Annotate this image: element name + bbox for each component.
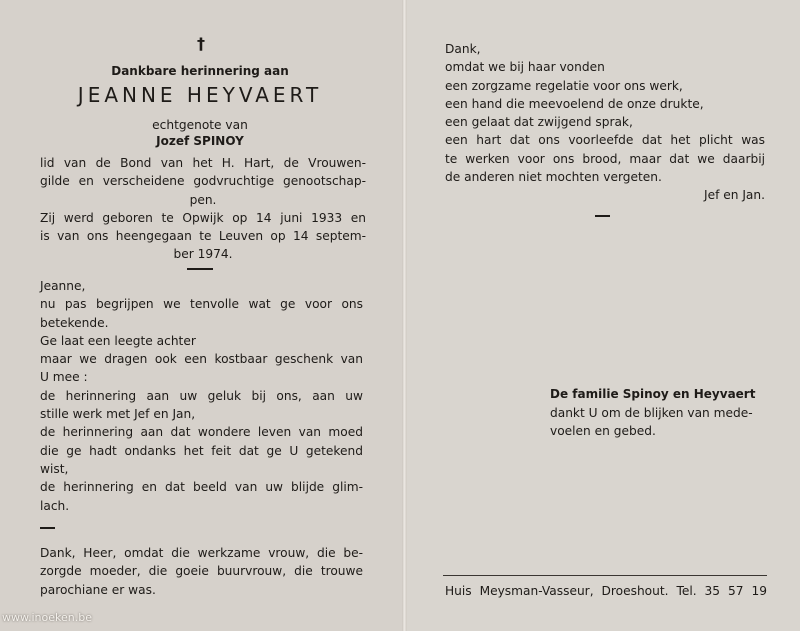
- separator-dash: [40, 527, 55, 529]
- poem-line: U mee :: [40, 370, 88, 385]
- printer-line: Huis Meysman-Vasseur, Droeshout. Tel. 35 57 19: [445, 584, 767, 598]
- poem-line: maar we dragen ook een kostbaar geschenk van: [40, 352, 363, 367]
- thanks-line: Dank,: [445, 42, 481, 56]
- bio-line: Zij werd geboren te Opwijk op 14 juni 1933 en: [40, 210, 366, 225]
- spouse-label: echtgenote van: [152, 118, 248, 132]
- printer-credit: [445, 582, 767, 600]
- poem-line: nu pas begrijpen we tenvolle wat ge voor ons: [40, 297, 363, 312]
- poem-line: de herinnering aan uw geluk bij ons, aan uw: [40, 388, 363, 403]
- separator-dash: [187, 268, 213, 270]
- closing-line: parochiane er was.: [40, 582, 156, 597]
- thanks-line: een hart dat ons voorleefde dat het plicht was: [445, 133, 765, 148]
- watermark: www.inoeken.be: [2, 611, 92, 624]
- poem-line: de herinnering en dat beeld van uw blijde glim-: [40, 480, 363, 495]
- family-line: dankt U om de blijken van mede-: [550, 406, 753, 420]
- printer-rule: [443, 575, 767, 576]
- thanks-line: omdat we bij haar vonden: [445, 60, 605, 75]
- bio-line: gilde en verscheidene godvruchtige genootschap-: [40, 174, 366, 189]
- bio-line: pen.: [189, 192, 217, 207]
- remembrance-heading: Dankbare herinnering aan: [111, 64, 289, 78]
- poem-line: de herinnering aan dat wondere leven van moed: [40, 425, 363, 440]
- thanks-line: een hand die meevoelend de onze drukte,: [445, 96, 704, 111]
- poem-line: stille werk met Jef en Jan,: [40, 407, 196, 422]
- poem-line: Ge laat een leegte achter: [40, 333, 196, 348]
- bio-line: lid van de Bond van het H. Hart, de Vrouwen-: [40, 156, 366, 170]
- signoff: Jef en Jan.: [703, 188, 765, 202]
- bio-line: is van ons heengegaan te Leuven op 14 septem-: [40, 229, 366, 244]
- poem-line: Jeanne,: [40, 279, 86, 293]
- poem-line: betekende.: [40, 315, 109, 330]
- family-thanks: [550, 404, 765, 441]
- card-fold: [402, 0, 407, 631]
- closing-line: Dank, Heer, omdat die werkzame vrouw, die be-: [40, 546, 363, 560]
- closing-prayer: [40, 544, 363, 599]
- closing-line: zorgde moeder, die goeie buurvrouw, die trouwe: [40, 564, 363, 579]
- separator-dash: [595, 215, 610, 217]
- bio-line: ber 1974.: [173, 247, 233, 262]
- thanks-line: de anderen niet mochten vergeten.: [445, 170, 662, 185]
- cross-icon: †: [197, 34, 205, 53]
- poem-line: wist,: [40, 461, 69, 476]
- thanks-poem: [445, 40, 765, 186]
- poem-line: lach.: [40, 498, 70, 513]
- thanks-line: een zorgzame regelatie voor ons werk,: [445, 78, 683, 93]
- deceased-name: JEANNE HEYVAERT: [77, 83, 323, 107]
- family-line: voelen en gebed.: [550, 424, 656, 439]
- spouse-name: Jozef SPINOY: [156, 134, 244, 148]
- poem-line: die ge hadt ondanks het feit dat ge U getekend: [40, 443, 363, 458]
- poem: [40, 277, 363, 515]
- thanks-line: een gelaat dat zwijgend sprak,: [445, 115, 633, 130]
- biography: [40, 154, 366, 264]
- thanks-line: te werken voor ons brood, maar dat we daarbij: [445, 151, 765, 166]
- family-title: De familie Spinoy en Heyvaert: [550, 387, 756, 401]
